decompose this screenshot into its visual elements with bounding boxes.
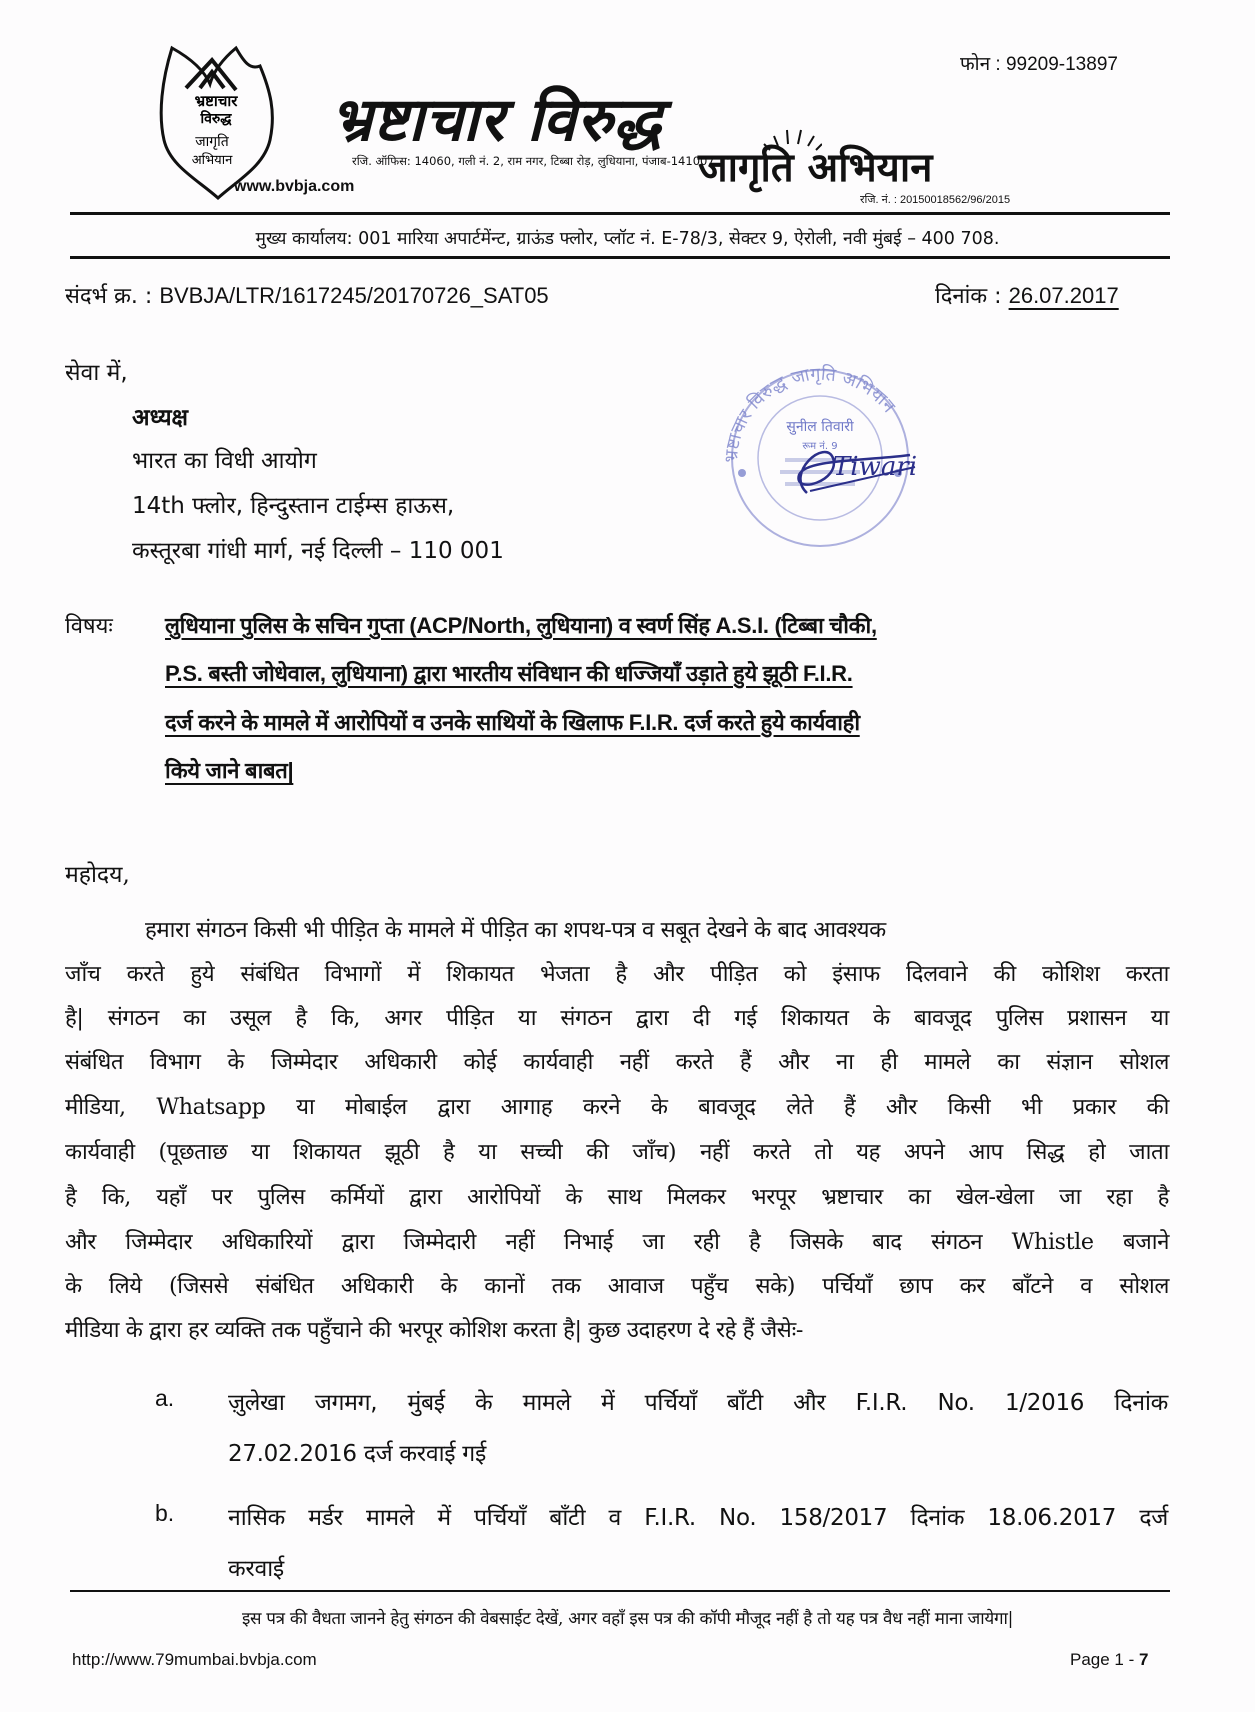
body-line: है कि, यहाँ पर पुलिस कर्मियों द्वारा आरोपियों के साथ मिलकर भरपूर भ्रष्टाचार का खेल-खेला जा रहा है [65, 1184, 1169, 1210]
reference-number [65, 280, 549, 310]
registration-number: रजि. नं. : 20150018562/96/2015 [860, 194, 1011, 206]
reference-value: BVBJA/LTR/1617245/20170726_SAT05 [159, 283, 549, 308]
date-label: दिनांक : [935, 284, 1009, 309]
list-item-line: ज़ुलेखा जगमग, मुंबई के मामले में पर्चियाँ बाँटी और F.I.R. No. 1/2016 दिनांक [228, 1390, 1168, 1416]
subject-line: दर्ज करने के मामले में आरोपियों व उनके साथियों के खिलाफ F.I.R. दर्ज करते हुये कार्यवाही [165, 710, 860, 735]
body-line: हमारा संगठन किसी भी पीड़ित के मामले में पीड़ित का शपथ-पत्र व सबूत देखने के बाद आवश्यक [145, 917, 886, 943]
letter-date [935, 280, 1119, 310]
salutation-to: सेवा में, [65, 360, 128, 386]
recipient-line: अध्यक्ष [132, 405, 189, 431]
subject-line: P.S. बस्ती जोधेवाल, लुधियाना) द्वारा भारतीय संविधान की धज्जियाँ उड़ाते हुये झूठी F.I.R. [165, 661, 853, 686]
head-office-address: मुख्य कार्यालय: 001 मारिया अपार्टमेंन्ट, ग्राऊंड फ्लोर, प्लॉट नं. E-78/3, सेक्टर 9, ऐरोली, नवी मुंबई – 400 708. [255, 229, 1000, 249]
list-marker: a. [155, 1385, 175, 1411]
svg-text:जागृति: जागृति [195, 134, 229, 150]
footer-url-link[interactable]: http://www.79mumbai.bvbja.com [72, 1650, 317, 1669]
brand-subtitle: जागृति अभियान [698, 144, 933, 191]
official-stamp [715, 363, 925, 548]
organization-logo [152, 40, 282, 200]
recipient-line: भारत का विधी आयोग [132, 448, 317, 474]
stamp-room: रूम नं. 9 [802, 441, 838, 452]
body-line: मीडिया के द्वारा हर व्यक्ति तक पहुँचाने की भरपूर कोशिश करता है| कुछ उदाहरण दे रहे हैं जैसेः- [65, 1317, 803, 1343]
body-line: है| संगठन का उसूल है कि, अगर पीड़ित या संगठन द्वारा दी गई शिकायत के बावजूद पुलिस प्रशासन या [65, 1005, 1169, 1031]
header-divider-top [70, 212, 1170, 215]
list-marker: b. [155, 1500, 175, 1526]
svg-text:विरुद्ध: विरुद्ध [200, 111, 232, 127]
footer-divider [70, 1590, 1170, 1592]
body-line: और जिम्मेदार अधिकारियों द्वारा जिम्मेदारी नहीं निभाई जा रही है जिसके बाद संगठन Whistle बजाने [65, 1229, 1169, 1255]
page-number [1070, 1650, 1148, 1670]
list-item-line: करवाई [228, 1556, 284, 1582]
stamp-outer-text: भ्रष्टाचार विरुद्ध जागृति अभियान [720, 363, 900, 464]
page-label: Page 1 - [1070, 1650, 1139, 1669]
salutation: महोदय, [65, 862, 130, 888]
phone-number: फोन : 99209-13897 [960, 54, 1118, 75]
header-divider-bottom [70, 256, 1170, 259]
body-line: जाँच करते हुये संबंधित विभागों में शिकायत भेजता है और पीड़ित को इंसाफ दिलवाने की कोशिश करता [65, 961, 1169, 987]
recipient-line: 14th फ्लोर, हिन्दुस्तान टाईम्स हाऊस, [132, 493, 455, 519]
stamp-name: सुनील तिवारी [786, 419, 854, 435]
svg-text:भ्रष्टाचार: भ्रष्टाचार [194, 92, 238, 110]
registered-office-address: रजि. ऑफिस: 14060, गली नं. 2, राम नगर, टिब्बा रोड़, लुधियाना, पंजाब-141007 [352, 154, 715, 168]
signature: Tiwari [832, 452, 918, 482]
body-line: मीडिया, Whatsapp या मोबाईल द्वारा आगाह करने के बावजूद लेते हैं और किसी भी प्रकार की [65, 1094, 1169, 1120]
recipient-line: कस्तूरबा गांधी मार्ग, नई दिल्ली – 110 001 [132, 538, 504, 564]
svg-text:अभियान: अभियान [191, 153, 233, 168]
date-value: 26.07.2017 [1008, 283, 1119, 308]
subject-line: किये जाने बाबत| [165, 758, 294, 783]
body-line: कार्यवाही (पूछताछ या शिकायत झूठी है या सच्ची की जाँच) नहीं करते तो यह अपने आप सिद्ध हो जाता [65, 1139, 1169, 1165]
list-item-line: 27.02.2016 दर्ज करवाई गई [228, 1441, 486, 1467]
body-line: के लिये (जिससे संबंधित अधिकारी के कानों तक आवाज पहुँच सके) पर्चियाँ छाप कर बाँटने व सोशल [65, 1273, 1169, 1299]
subject-label: विषयः [65, 614, 113, 639]
list-item-line: नासिक मर्डर मामले में पर्चियाँ बाँटी व F.I.R. No. 158/2017 दिनांक 18.06.2017 दर्ज [228, 1505, 1168, 1531]
validity-note: इस पत्र की वैधता जानने हेतु संगठन की वेबसाईट देखें, अगर वहाँ इस पत्र की कॉपी मौजूद नहीं है तो यह पत्र वैध नहीं माना जायेगा| [241, 1609, 1014, 1629]
subject-line: लुधियाना पुलिस के सचिन गुप्ता (ACP/North, लुधियाना) व स्वर्ण सिंह A.S.I. (टिब्बा चौकी, [165, 613, 877, 638]
website-link[interactable]: www.bvbja.com [234, 178, 355, 195]
body-line: संबंधित विभाग के जिम्मेदार अधिकारी कोई कार्यवाही नहीं करते हैं और ना ही मामले का संज्ञान सोशल [65, 1049, 1169, 1075]
page-total: 7 [1139, 1650, 1149, 1669]
brand-title: भ्रष्टाचार विरुद्ध [330, 85, 663, 155]
reference-label: संदर्भ क्र. : [65, 284, 160, 309]
